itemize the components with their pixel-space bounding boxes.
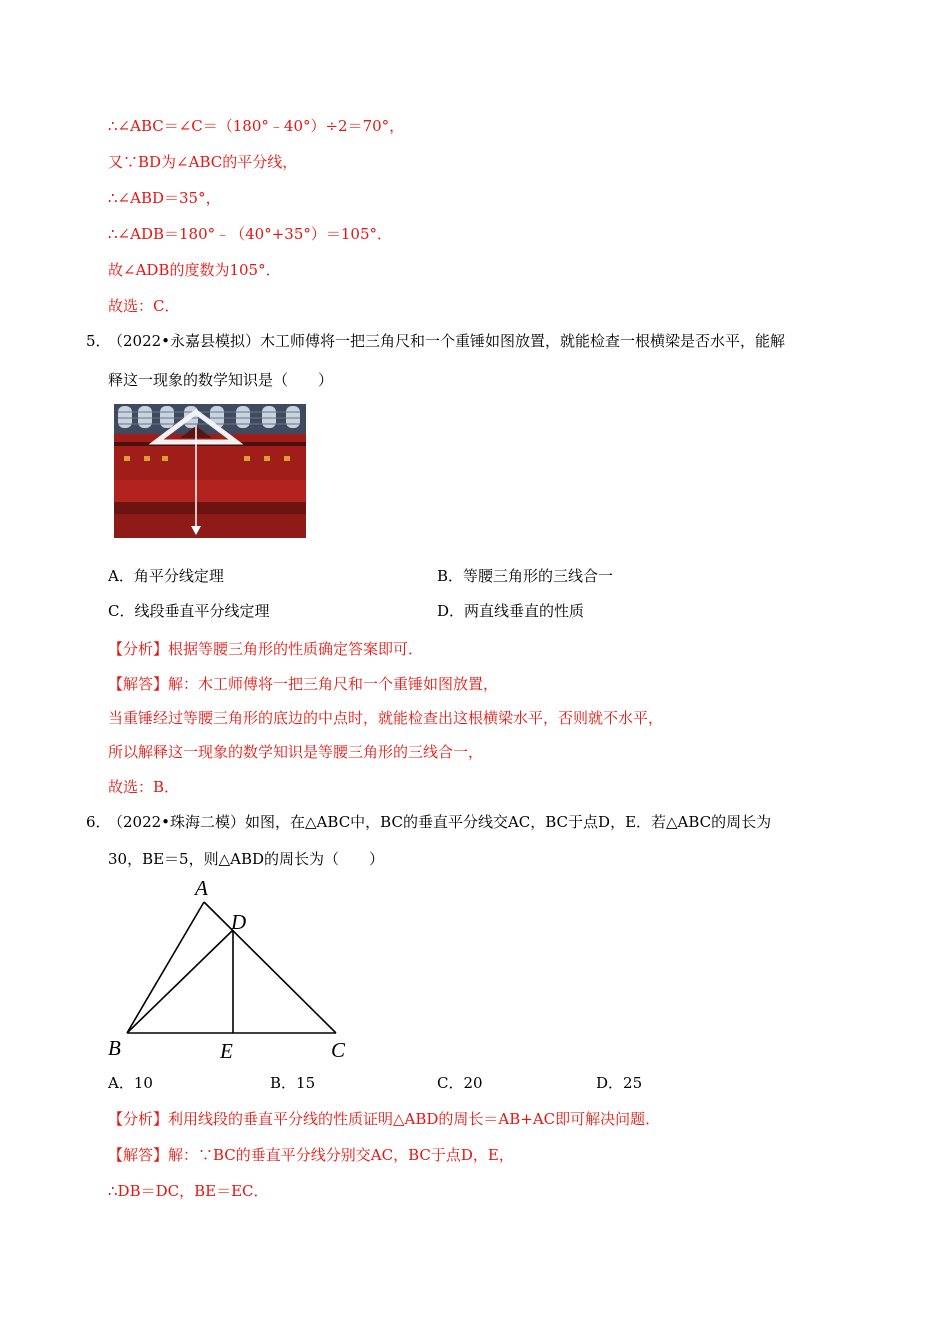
- q5-option-b: B．等腰三角形的三线合一: [437, 567, 614, 585]
- q6-answer-line: 【解答】解：∵BC的垂直平分线分别交AC，BC于点D，E，: [108, 1146, 514, 1164]
- q4-solution-line: ∴∠ADB＝180°﹣（40°+35°）＝105°．: [108, 225, 392, 243]
- q4-solution-line: 又∵BD为∠ABC的平分线，: [108, 153, 298, 171]
- beam-triangle-photo: [114, 404, 306, 538]
- q6-option-d: D．25: [596, 1074, 643, 1092]
- q5-answer-line: 【解答】解：木工师傅将一把三角尺和一个重锤如图放置，: [108, 675, 499, 693]
- q6-number: 6．: [86, 813, 111, 831]
- label-d: D: [231, 910, 247, 934]
- q4-solution-line: 故∠ADB的度数为105°．: [108, 261, 281, 279]
- q6-stem: 30，BE＝5，则△ABD的周长为（ ）: [108, 850, 385, 868]
- q5-choice-line: 故选：B．: [108, 778, 180, 796]
- label-c: C: [331, 1038, 346, 1062]
- q4-solution-line: ∴∠ABC＝∠C＝（180°﹣40°）÷2＝70°，: [108, 117, 405, 135]
- side-ac: [204, 902, 336, 1033]
- label-e: E: [220, 1039, 233, 1063]
- q5-number: 5．: [86, 332, 111, 350]
- q5-stem: （2022•永嘉县模拟）木工师傅将一把三角尺和一个重锤如图放置，就能检查一根横梁是否水平，能解: [108, 332, 786, 350]
- q5-analysis: 【分析】根据等腰三角形的性质确定答案即可．: [108, 640, 424, 658]
- q6-analysis: 【分析】利用线段的垂直平分线的性质证明△ABD的周长＝AB+AC即可解决问题．: [108, 1110, 661, 1128]
- triangle-abc-figure: [100, 875, 360, 1065]
- q4-choice-line: 故选：C．: [108, 297, 180, 315]
- q6-option-c: C．20: [437, 1074, 483, 1092]
- q6-option-b: B．15: [270, 1074, 316, 1092]
- segment-bd: [127, 930, 233, 1033]
- q6-stem: （2022•珠海二模）如图，在△ABC中，BC的垂直平分线交AC，BC于点D，E．若△ABC的周长为: [108, 813, 772, 831]
- q4-solution-line: ∴∠ABD＝35°，: [108, 189, 221, 207]
- q5-option-d: D．两直线垂直的性质: [437, 602, 585, 620]
- q6-answer-line: ∴DB＝DC，BE＝EC．: [108, 1182, 269, 1200]
- q5-answer-line: 当重锤经过等腰三角形的底边的中点时，就能检查出这根横梁水平，否则就不水平，: [108, 709, 664, 727]
- q5-answer-line: 所以解释这一现象的数学知识是等腰三角形的三线合一，: [108, 743, 484, 761]
- q6-option-a: A．10: [108, 1074, 153, 1092]
- label-a: A: [195, 876, 208, 900]
- label-b: B: [108, 1036, 121, 1060]
- q5-option-a: A．角平分线定理: [108, 567, 224, 585]
- q5-option-c: C．线段垂直平分线定理: [108, 602, 270, 620]
- side-ab: [127, 902, 204, 1033]
- q5-stem: 释这一现象的数学知识是（ ）: [108, 371, 334, 389]
